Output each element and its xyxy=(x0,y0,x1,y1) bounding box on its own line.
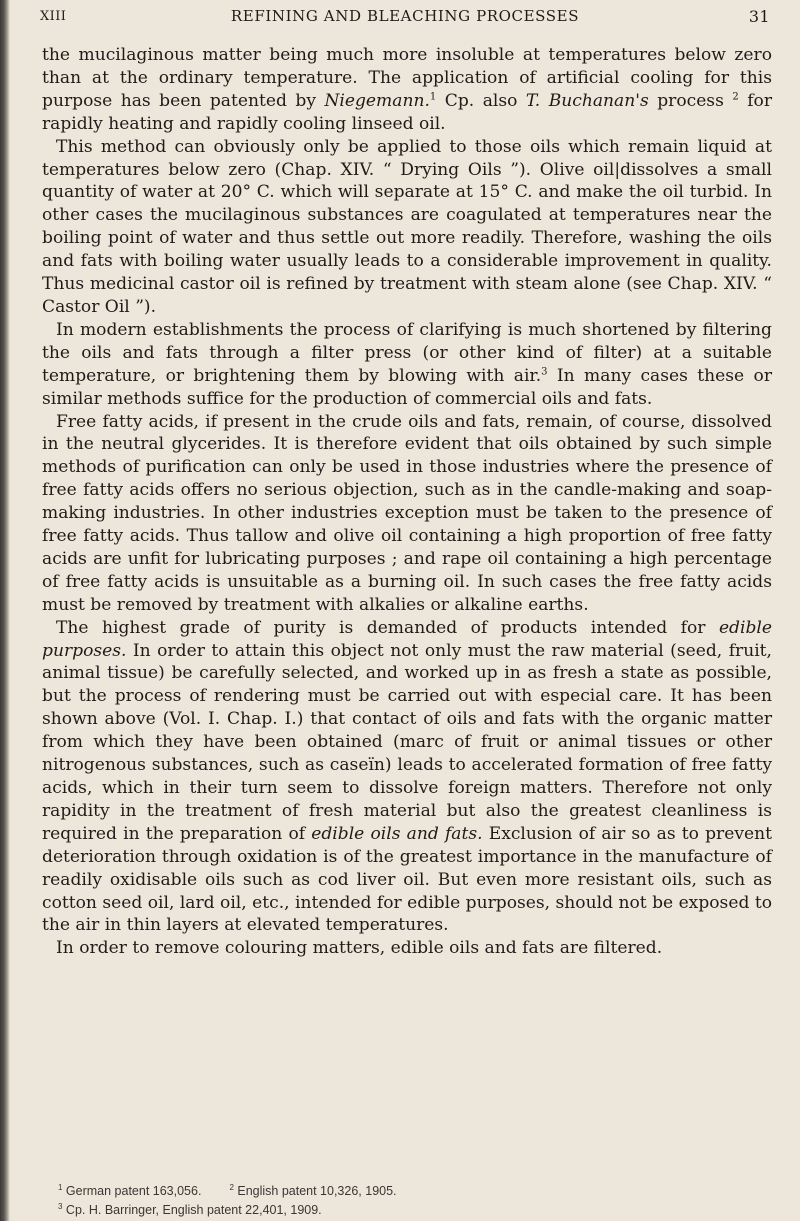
p5-italic-edible-oils: edible oils and fats. xyxy=(311,823,483,844)
p3-text-c: In many cases these or similar methods suffice for the production of commercial oils and fats. xyxy=(42,365,772,409)
p1-name-buchanan: T. Buchanan's xyxy=(525,90,649,111)
running-title: REFINING AND BLEACHING PROCESSES xyxy=(230,7,580,25)
body-text xyxy=(42,44,772,960)
running-head xyxy=(40,6,770,30)
p3-text-a: In modern establishments the process of clarifying is much shortened by filtering the oils and fats through a filter press (or other kind of filter) at a suitable temperature, or brightening them by blowing with air. xyxy=(42,319,772,386)
footnote-3-mark: 3 xyxy=(58,1202,63,1212)
paragraph-1 xyxy=(42,44,772,136)
p5-italic-edible-purposes: edible purposes. xyxy=(42,617,772,661)
p1-name-niegemann: Niegemann. xyxy=(324,90,430,111)
footnote-ref-2: 2 xyxy=(732,91,739,103)
footnote-ref-1: 1 xyxy=(429,91,437,103)
p5-text-e: Exclusion of air so as to prevent deterioration through oxidation is of the greatest importance in the manufacture of readily oxidisable oils such as cod liver oil. But even more resistant oils, such as cotton seed oil, lard oil, etc., intended for edible purposes, should not be exposed to the air in thin layers at elevated temperatures. xyxy=(42,823,772,936)
paragraph-2: This method can obviously only be applied to those oils which remain liquid at temperatures below zero (Chap. XIV. “ Drying Oils ”). Olive oil|dissolves a small quantity of water at 20° C. which will separate at 15° C. and make the oil turbid. In other cases the mucilaginous substances are coagulated at temperatures near the boiling point of water and thus settle out more readily. Therefore, washing the oils and fats with boiling water usually leads to a considerable improvement in quality. Thus medicinal castor oil is refined by treatment with steam alone (see Chap. XIV. “ Castor Oil ”). xyxy=(42,136,772,317)
chapter-number: XIII xyxy=(40,9,67,24)
p1-text-a: the mucilaginous matter being much more insoluble at temperatures below zero than at the ordinary temperature. The application of artificial cooling for this purpose has been patented by xyxy=(42,45,772,111)
paragraph-6: In order to remove colouring matters, edible oils and fats are filtered. xyxy=(56,938,663,959)
p5-text-a: The highest grade of purity is demanded of products intended for xyxy=(56,617,719,638)
page-binding-edge xyxy=(0,0,10,1221)
footnote-2-mark: 2 xyxy=(229,1183,234,1192)
footnote-3-text: Cp. H. Barringer, English patent 22,401, 1909. xyxy=(62,1203,322,1218)
footnote-1-mark: 1 xyxy=(58,1183,63,1192)
footnotes xyxy=(58,1180,758,1218)
page-number: 31 xyxy=(748,7,770,26)
paragraph-4: Free fatty acids, if present in the crude oils and fats, remain, of course, dissolved in the neutral glycerides. It is therefore evident that oils obtained by such simple methods of purification can only be used in those industries where the presence of free fatty acids offers no serious objection, such as in the candle-making and soap-making industries. In other industries exception must be taken to the presence of free fatty acids. Thus tallow and olive oil containing a high proportion of free fatty acids are unfit for lubricating purposes ; and rape oil containing a high percentage of free fatty acids is unsuitable as a burning oil. In such cases the free fatty acids must be removed by treatment with alkalies or alkaline earths. xyxy=(42,411,772,615)
p1-text-h: for rapidly heating and rapidly cooling linseed oil. xyxy=(42,90,772,134)
footnote-2-text: English patent 10,326, 1905. xyxy=(233,1184,397,1199)
paragraph-5 xyxy=(42,617,772,938)
footnote-1-text: German patent 163,056. xyxy=(62,1184,202,1199)
paragraph-3 xyxy=(42,319,772,411)
p1-text-f: process xyxy=(648,90,733,111)
p5-text-c: In order to attain this object not only must the raw material (seed, fruit, animal tissue) be carefully selected, and worked up in as fresh a state as possible, but the process of rendering must be carried out with especial care. It has been shown above (Vol. I. Chap. I.) that contact of oils and fats with the organic matter from which they have been obtained (marc of fruit or animal tissues or other nitrogenous substances, such as caseïn) leads to accelerated formation of free fatty acids, which in their turn seem to dissolve foreign matters. Therefore not only rapidity in the treatment of fresh material but also the greatest cleanliness is required in the preparation of xyxy=(42,640,772,844)
footnote-row-1 xyxy=(58,1180,758,1199)
footnote-ref-3: 3 xyxy=(541,366,548,377)
p1-text-d: Cp. also xyxy=(436,90,526,111)
footnote-row-2 xyxy=(58,1199,758,1218)
